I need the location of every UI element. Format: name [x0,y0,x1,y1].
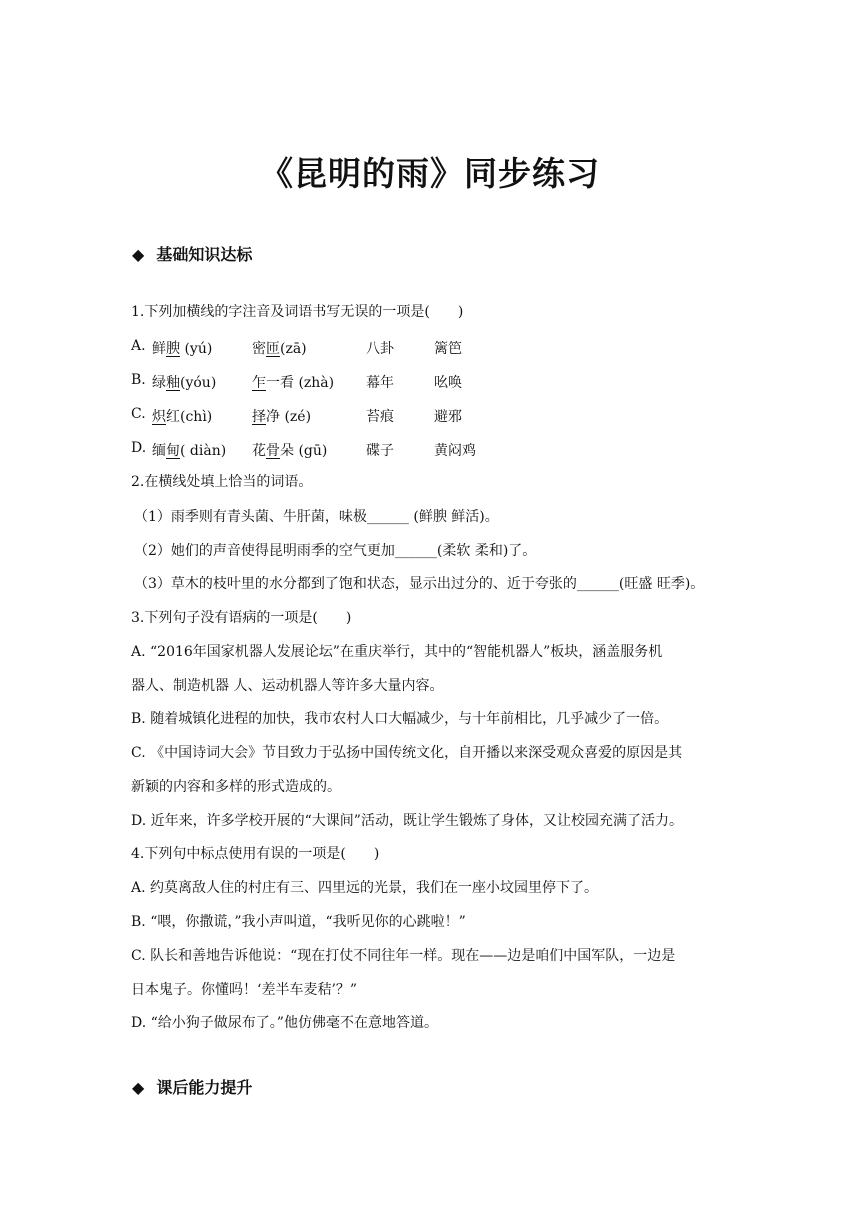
question-3-option-c-line1: C. 《中国诗词大会》节目致力于弘扬中国传统文化，自开播以来深受观众喜爱的原因是其 [131,745,683,761]
section-label: 课后能力提升 [156,1078,253,1097]
option-word-3: 苔痕 [366,409,394,425]
option-letter: B. [131,372,146,388]
option-word-1: 炽红(chì) [152,409,213,425]
section-label: 基础知识达标 [156,245,253,264]
question-3-option-a-line2: 器人、制造机器 人、运动机器人等许多大量内容。 [131,678,444,694]
question-1-stem: 1.下列加横线的字注音及词语书写无误的一项是( ) [131,304,464,320]
diamond-bullet-icon: ◆ [132,1078,145,1097]
question-2-item-1: （1）雨季则有青头菌、牛肝菌，味极______ (鲜腴 鲜活)。 [134,509,499,525]
option-word-2: 乍一看 (zhà) [252,375,335,391]
option-word-3: 碟子 [366,443,394,459]
question-3-option-d: D. 近年来，许多学校开展的“大课间”活动，既让学生锻炼了身体，又让校园充满了活力。 [131,813,683,829]
option-word-4: 黄闷鸡 [434,443,476,459]
question-3-option-a-line1: A. “2016年国家机器人发展论坛”在重庆举行，其中的“智能机器人”板块，涵盖服务机 [131,644,663,660]
option-word-3: 幕年 [366,375,394,391]
question-3-stem: 3.下列句子没有语病的一项是( ) [131,610,352,626]
question-4-option-c-line2: 日本鬼子。你懂吗！‘差半车麦秸’？” [131,982,358,998]
question-3-option-c-line2: 新颖的内容和多样的形式造成的。 [131,779,341,795]
option-letter: D. [131,440,147,456]
diamond-bullet-icon: ◆ [132,245,145,264]
section-heading-basic [132,242,252,265]
question-4-option-b: B. “喂，你撒谎，”我小声叫道，“我听见你的心跳啦！” [131,914,466,930]
question-2-item-3: （3）草木的枝叶里的水分都到了饱和状态，显示出过分的、近于夸张的______(旺盛 旺季)。 [134,576,705,592]
option-letter: A. [131,338,146,354]
section-heading-advanced [132,1075,252,1098]
option-word-2: 花骨朵 (gū) [252,443,328,459]
question-4-option-a: A. 约莫离敌人住的村庄有三、四里远的光景，我们在一座小坟园里停下了。 [131,880,599,896]
option-word-4: 避邪 [434,409,462,425]
page-title: 《昆明的雨》同步练习 [260,154,600,193]
question-4-option-d: D. “给小狗子做尿布了。”他仿佛毫不在意地答道。 [131,1015,438,1031]
question-3-option-b: B. 随着城镇化进程的加快，我市农村人口大幅减少，与十年前相比，几乎减少了一倍。 [131,711,669,727]
option-word-1: 绿釉(yóu) [152,375,217,391]
option-word-1: 缅甸( diàn) [152,443,227,459]
question-2-stem: 2.在横线处填上恰当的词语。 [131,474,313,490]
option-word-1: 鲜腴 (yú) [152,341,213,357]
option-word-2: 密匝(zā) [252,341,307,357]
option-letter: C. [131,406,146,422]
option-word-4: 吆唤 [434,375,462,391]
option-word-3: 八卦 [366,341,394,357]
option-word-2: 择净 (zé) [252,409,312,425]
question-4-option-c-line1: C. 队长和善地告诉他说：“现在打仗不同往年一样。现在——边是咱们中国军队，一边是 [131,948,676,964]
question-2-item-2: （2）她们的声音使得昆明雨季的空气更加______(柔软 柔和)了。 [134,543,537,559]
option-word-4: 篱笆 [434,341,462,357]
question-4-stem: 4.下列句中标点使用有误的一项是( ) [131,846,380,862]
